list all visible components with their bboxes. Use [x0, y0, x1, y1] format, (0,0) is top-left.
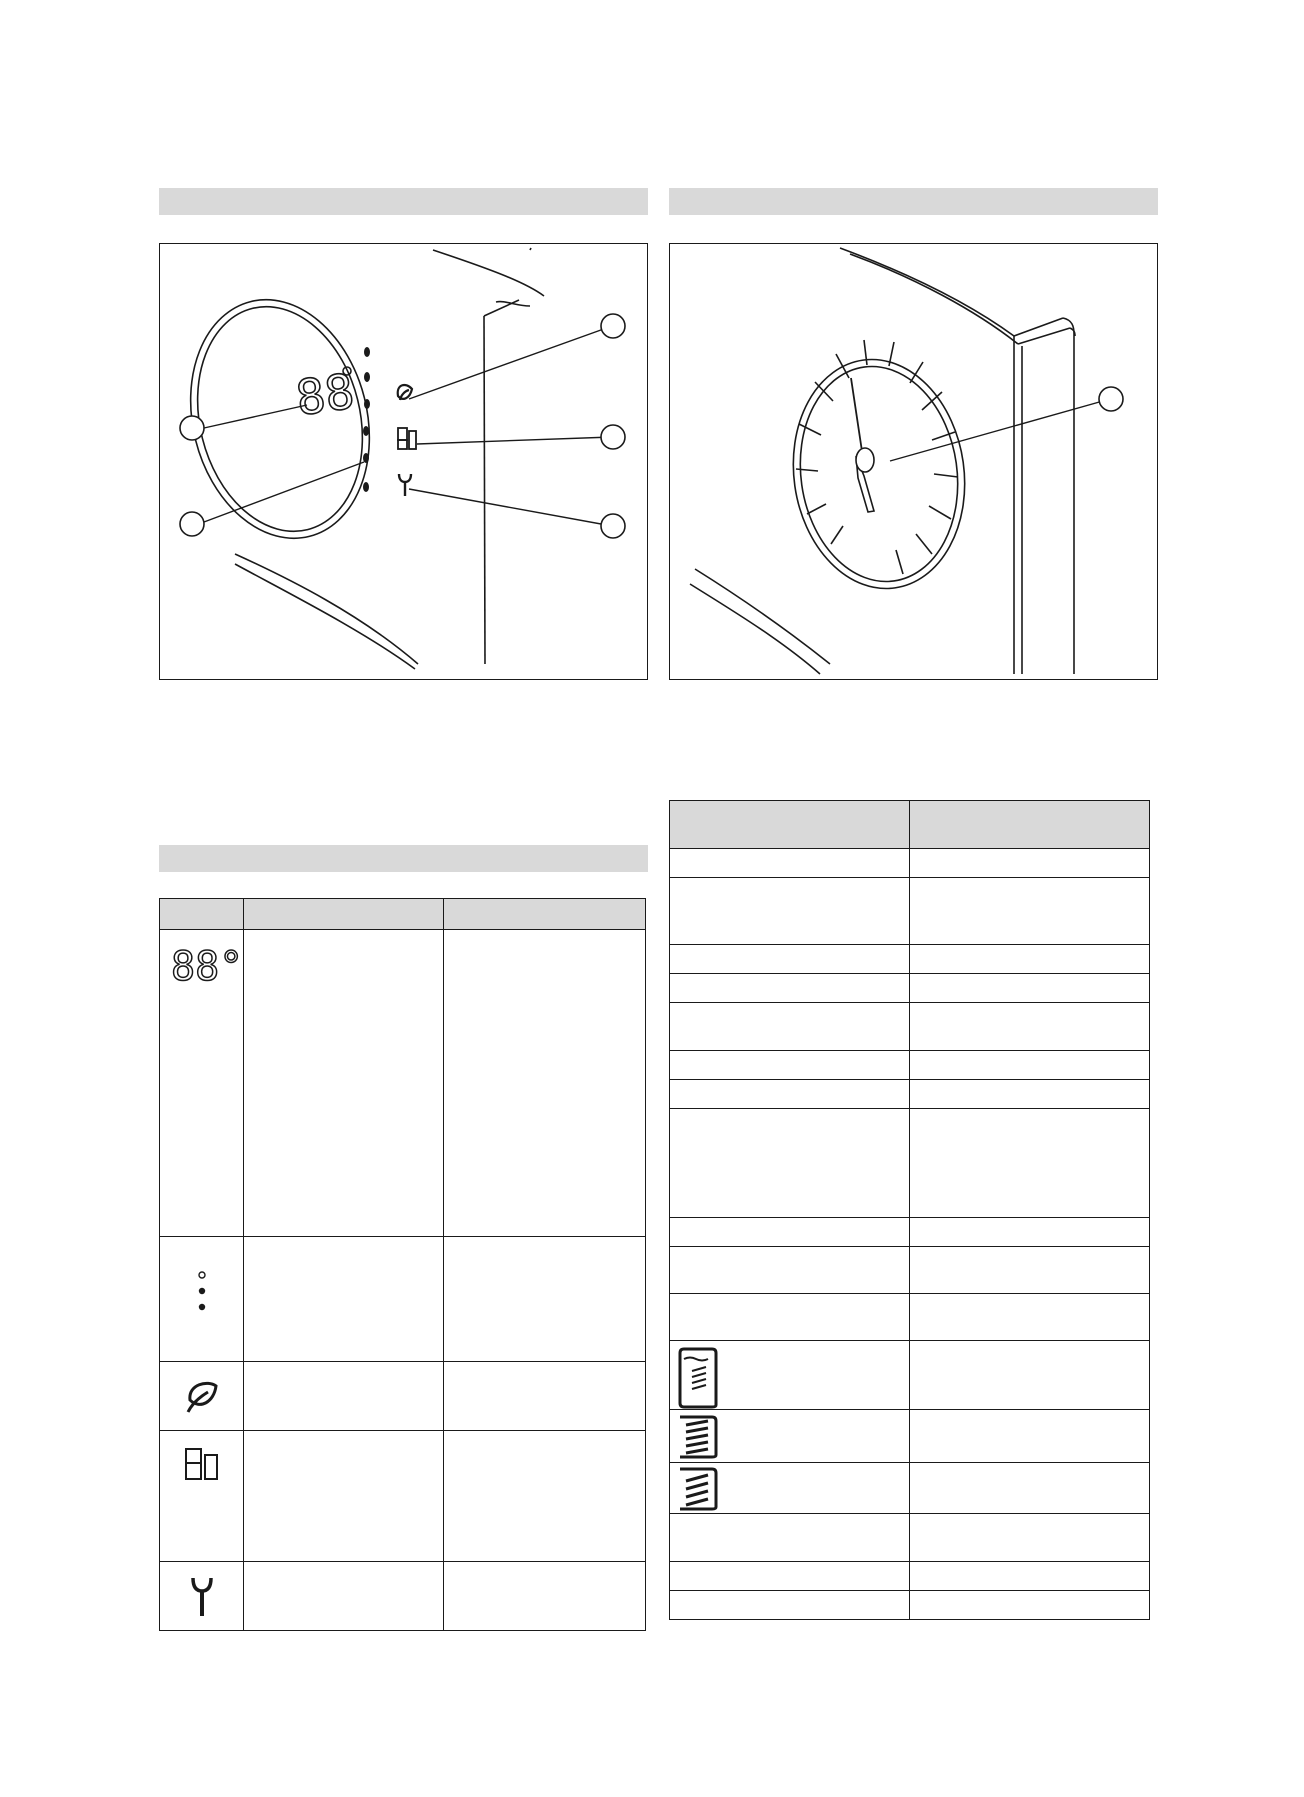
table-row — [670, 1109, 1150, 1218]
code-cell — [670, 1247, 910, 1294]
table-row — [160, 1362, 646, 1431]
callout-5 — [601, 514, 625, 538]
table-row — [670, 1514, 1150, 1562]
table-row — [670, 1591, 1150, 1620]
hot-water-tank-icon — [398, 428, 416, 449]
hot-water-tank-full-icon — [678, 1347, 718, 1409]
meaning-cell — [910, 1591, 1150, 1620]
meaning-cell — [910, 1051, 1150, 1080]
table-row — [670, 878, 1150, 945]
service-wrench-icon — [399, 474, 411, 496]
table-row — [670, 1051, 1150, 1080]
code-cell — [670, 1562, 910, 1591]
code-cell — [670, 1341, 910, 1410]
meaning-cell — [910, 945, 1150, 974]
description-cell — [244, 1237, 444, 1362]
column-header-meaning — [244, 899, 444, 930]
eco-leaf-icon — [182, 1376, 222, 1416]
code-cell — [670, 1514, 910, 1562]
table-row — [670, 1218, 1150, 1247]
note-cell — [444, 930, 646, 1237]
symbol-cell — [160, 1362, 244, 1431]
meaning-cell — [910, 1109, 1150, 1218]
meaning-cell — [910, 1463, 1150, 1514]
note-cell — [444, 1237, 646, 1362]
meaning-cell — [910, 1410, 1150, 1463]
callout-2 — [180, 512, 204, 536]
table-row — [670, 1562, 1150, 1591]
symbol-cell — [160, 1431, 244, 1562]
meaning-cell — [910, 1294, 1150, 1341]
led-dots-icon — [192, 1269, 212, 1329]
code-cell — [670, 1003, 910, 1051]
table-row — [160, 1431, 646, 1562]
seven-segment-display-icon — [170, 940, 243, 990]
column-header-meaning — [910, 801, 1150, 849]
meaning-cell — [910, 1562, 1150, 1591]
table-header-row — [160, 899, 646, 930]
section-header-bar-table — [159, 845, 648, 872]
code-cell — [670, 1109, 910, 1218]
description-cell — [244, 1362, 444, 1431]
description-cell — [244, 930, 444, 1237]
symbol-cell — [160, 1237, 244, 1362]
code-cell — [670, 1591, 910, 1620]
table-header-row — [670, 801, 1150, 849]
status-codes-table — [669, 800, 1150, 1620]
note-cell — [444, 1362, 646, 1431]
display-readout: 88 — [292, 363, 358, 428]
pressure-gauge-figure — [669, 243, 1158, 680]
table-row — [160, 1562, 646, 1631]
hot-water-tank-icon — [182, 1445, 222, 1485]
table-row — [670, 1247, 1150, 1294]
table-row — [160, 1237, 646, 1362]
display-symbols-table — [159, 898, 646, 1631]
meaning-cell — [910, 849, 1150, 878]
meaning-cell — [910, 1218, 1150, 1247]
table-row — [670, 1410, 1150, 1463]
heat-waves-icon — [678, 1415, 718, 1459]
code-cell — [670, 1410, 910, 1463]
code-cell — [670, 1051, 910, 1080]
table-row — [670, 1463, 1150, 1514]
column-header-code — [670, 801, 910, 849]
code-cell — [670, 849, 910, 878]
symbol-cell — [160, 1562, 244, 1631]
meaning-cell — [910, 878, 1150, 945]
pressure-gauge-illustration — [670, 244, 1156, 678]
note-cell — [444, 1431, 646, 1562]
section-header-bar-right — [669, 188, 1158, 215]
note-cell — [444, 1562, 646, 1631]
table-row — [670, 1003, 1150, 1051]
meaning-cell — [910, 1514, 1150, 1562]
symbol-cell — [160, 930, 244, 1237]
meaning-cell — [910, 1003, 1150, 1051]
callout-3 — [601, 314, 625, 338]
code-cell — [670, 1463, 910, 1514]
meaning-cell — [910, 974, 1150, 1003]
meaning-cell — [910, 1080, 1150, 1109]
code-cell — [670, 1294, 910, 1341]
control-panel-illustration — [160, 244, 646, 678]
code-cell — [670, 974, 910, 1003]
svg-text:88°: 88° — [170, 944, 243, 990]
table-row — [160, 930, 646, 1237]
column-header-note — [444, 899, 646, 930]
description-cell — [244, 1562, 444, 1631]
code-cell — [670, 1218, 910, 1247]
meaning-cell — [910, 1247, 1150, 1294]
control-panel-figure — [159, 243, 648, 680]
service-wrench-icon — [187, 1574, 217, 1618]
section-header-bar-left — [159, 188, 648, 215]
callout-gauge — [1099, 387, 1123, 411]
code-cell — [670, 945, 910, 974]
table-row — [670, 1341, 1150, 1410]
gauge-needle — [851, 378, 874, 512]
code-cell — [670, 878, 910, 945]
description-cell — [244, 1431, 444, 1562]
heat-waves-low-icon — [678, 1467, 718, 1511]
meaning-cell — [910, 1341, 1150, 1410]
column-header-symbol — [160, 899, 244, 930]
eco-leaf-icon — [398, 385, 412, 400]
table-row — [670, 849, 1150, 878]
table-row — [670, 1080, 1150, 1109]
callout-4 — [601, 425, 625, 449]
callout-1 — [180, 416, 204, 440]
table-row — [670, 1294, 1150, 1341]
table-row — [670, 974, 1150, 1003]
code-cell — [670, 1080, 910, 1109]
table-row — [670, 945, 1150, 974]
